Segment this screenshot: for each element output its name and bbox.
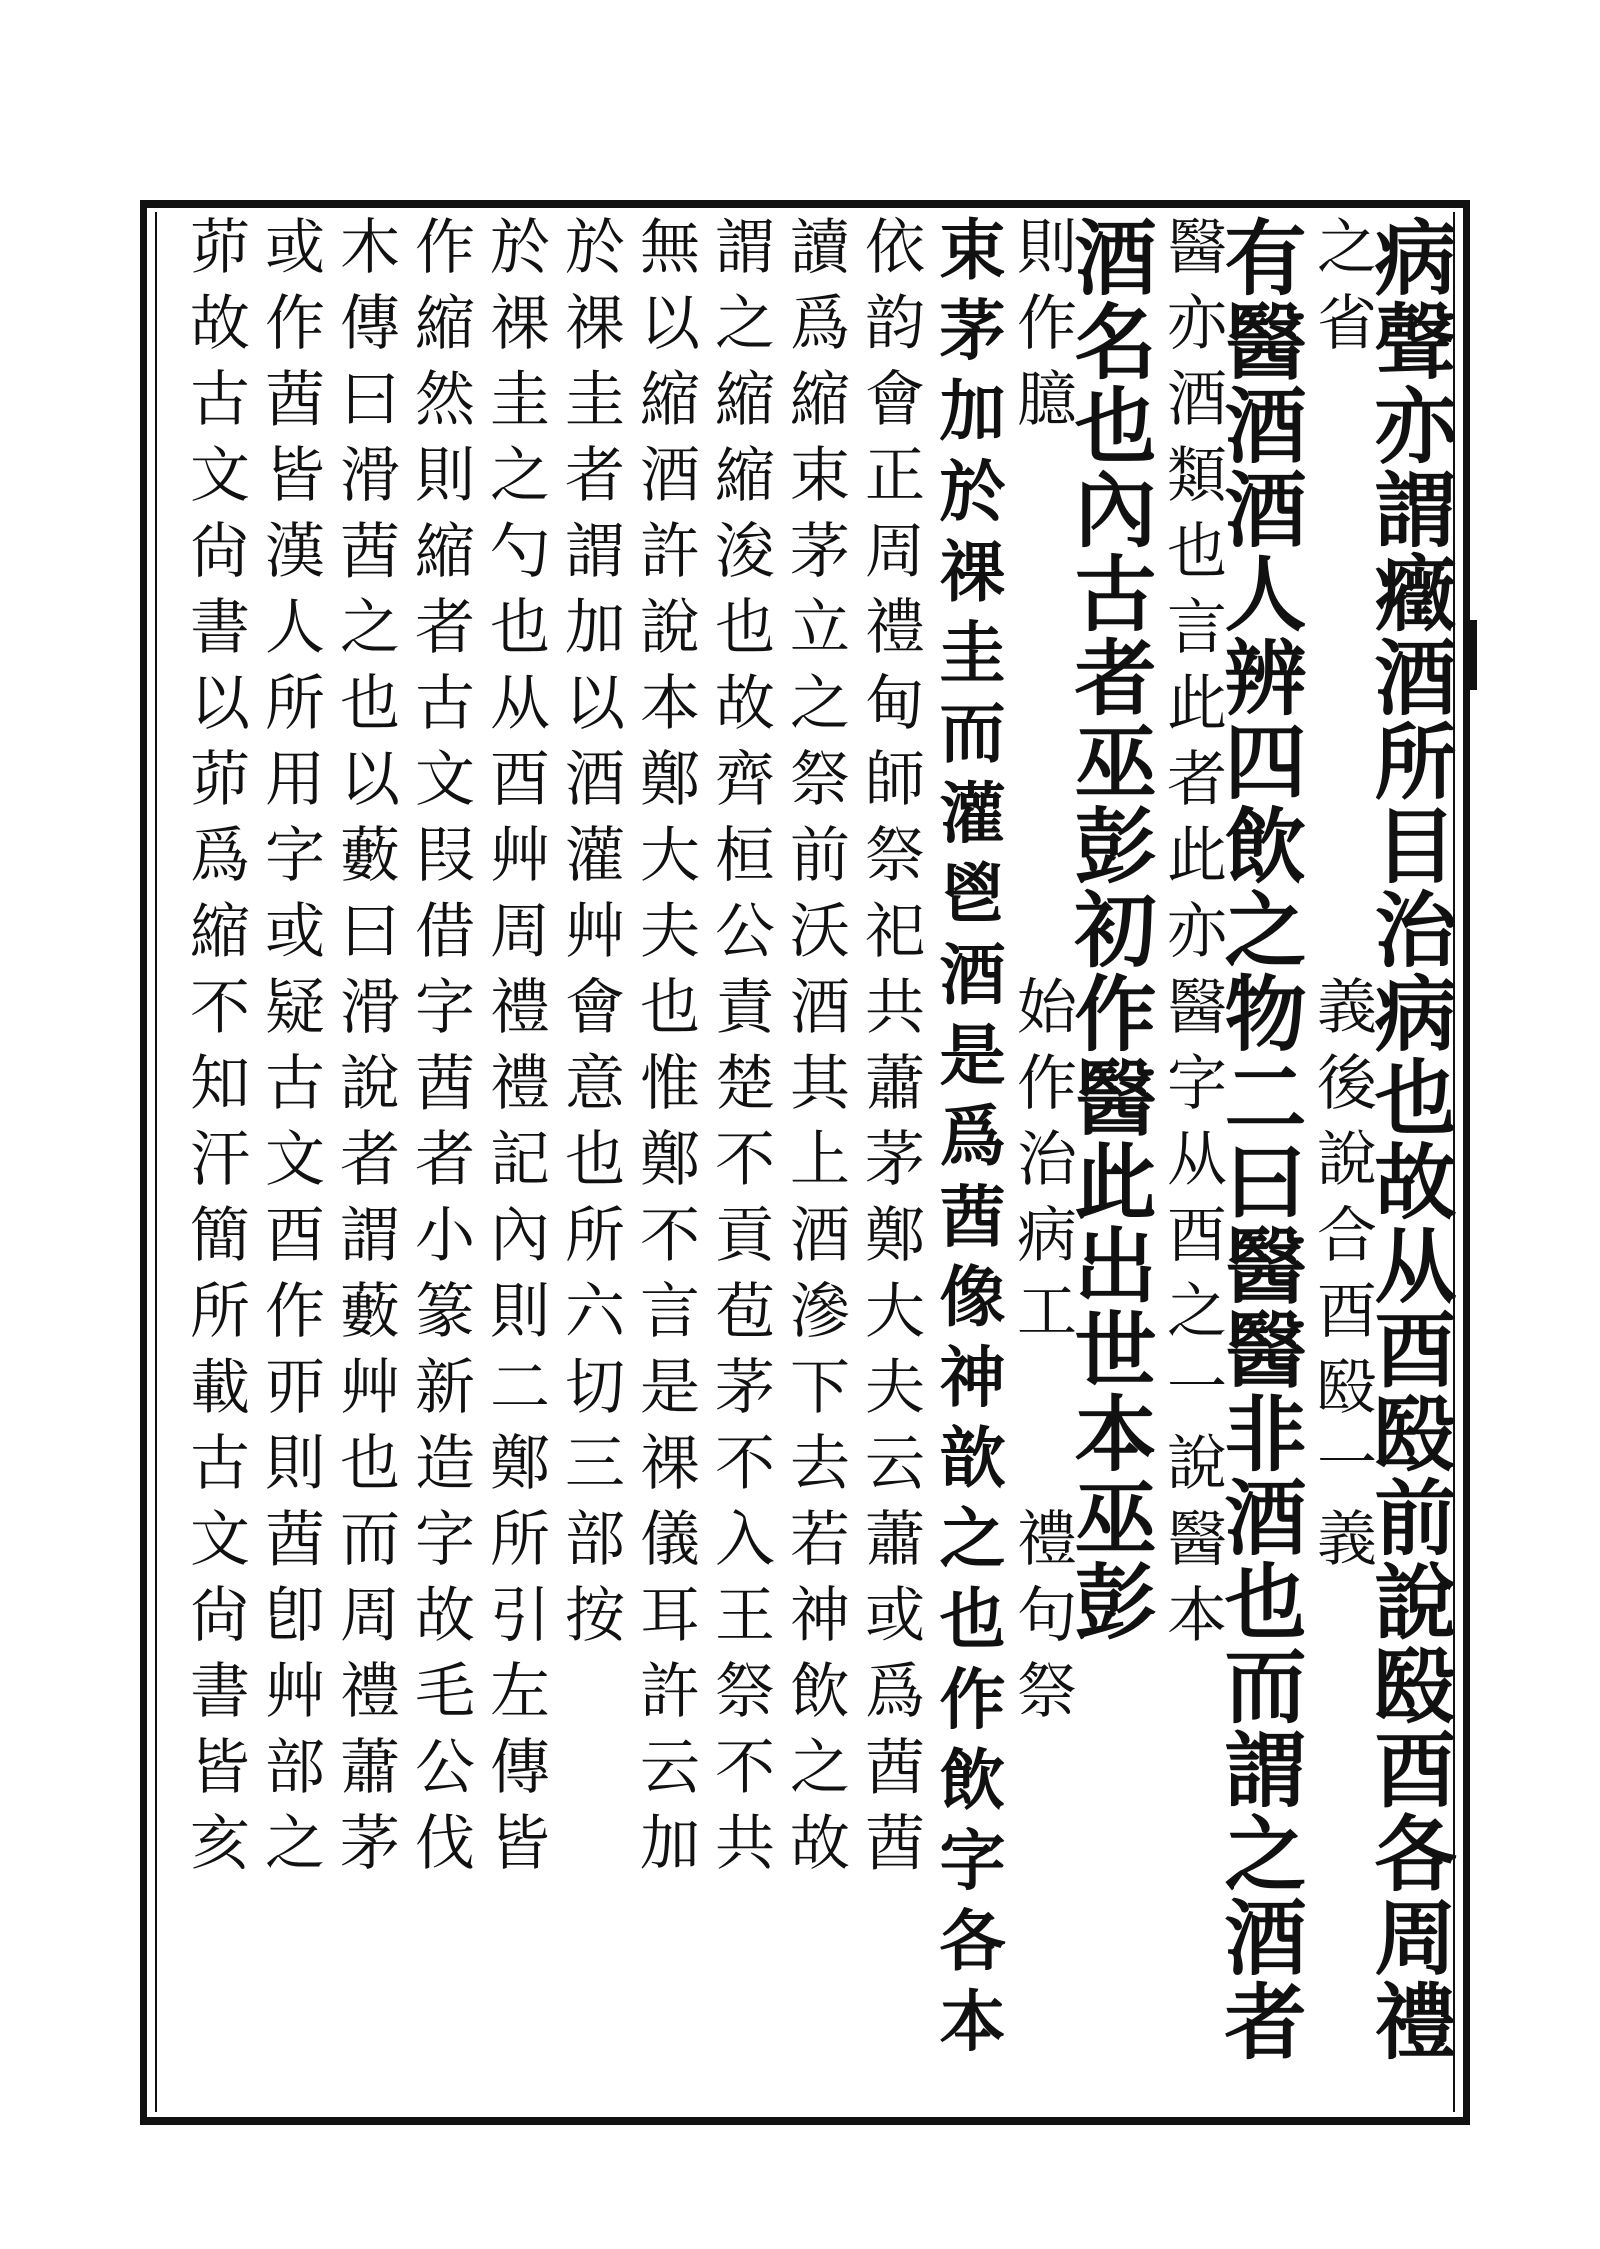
text-column: 醫亦酒類也言此者此亦醫字从酉之一說醫本 <box>1157 215 1227 1659</box>
text-column: 無以縮酒許說本鄭大夫也惟鄭不言是祼儀耳許云加 <box>630 215 700 1887</box>
text-column: 茆故古文尙書以茆爲縮不知汗簡所載古文尙書皆亥 <box>180 215 250 1887</box>
text-column: 謂之縮縮浚也故齊桓公責楚不貢苞茅不入王祭不共 <box>705 215 775 1887</box>
text-column: 酒名也內古者巫彭初作醫此出世本巫彭 <box>1061 215 1157 1643</box>
text-column: 讀爲縮束茅立之祭前沃酒其上酒滲下去若神飲之故 <box>780 215 850 1887</box>
fold-marker <box>1463 620 1477 690</box>
text-column: 束茅加於祼圭而灌鬯酒是爲莤像神歆之也作飲字各本 <box>928 215 1006 2067</box>
text-column: 則作臆 始作治病工 禮句祭 <box>1007 215 1077 1735</box>
text-column: 依韵會正周禮甸師祭祀共蕭茅鄭大夫云蕭或爲莤莤 <box>855 215 925 1887</box>
text-columns <box>165 215 1457 2110</box>
text-column: 病聲亦謂癥酒所目治病也故从酉殹前說殹酉各周禮 <box>1361 215 1457 2063</box>
text-column: 木傳曰滑莤之也以藪曰滑說者謂藪艸也而周禮蕭茅 <box>330 215 400 1887</box>
text-column: 於祼圭之勺也从酉艸周禮禮記內則二鄭所引左傳皆 <box>480 215 550 1887</box>
text-column: 有醫酒酒人辨四飲之物二曰醫醫非酒也而謂之酒者 <box>1211 215 1307 2063</box>
text-column: 作縮然則縮者古文叚借字莤者小篆新造字故毛公伐 <box>405 215 475 1887</box>
text-column: 之省 義後說合酉殹一義 <box>1307 215 1377 1583</box>
text-column: 或作莤皆漢人所用字或疑古文酉作丣則莤卽艸部之 <box>255 215 325 1887</box>
text-column: 於祼圭者謂加以酒灌艸會意也所六切三部按 <box>555 215 625 1659</box>
